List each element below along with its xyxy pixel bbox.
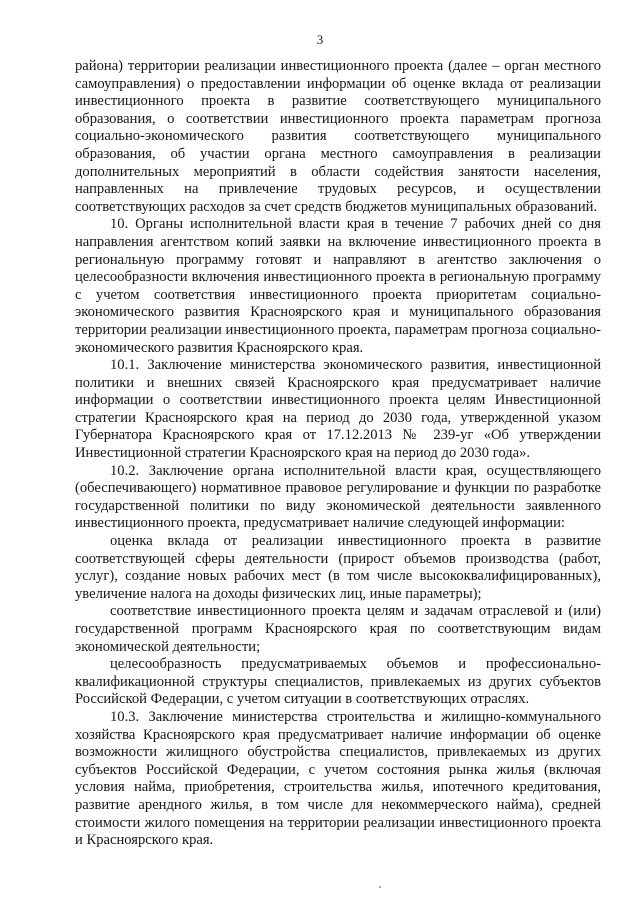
- paragraph-10: 10. Органы исполнительной власти края в течение 7 рабочих дней со дня направления агентством копий заявки на включение инвестиционного проекта в региональную программу готовят и направляют в агентство заключения о целесообразности включения инвестиционного проекта в региональную программу с учетом соответствия инвестиционного проекта приоритетам социально-экономического развития Красноярского края и муниципального образования территории реализации инвестиционного проекта, параметрам прогноза социально-экономического развития Красноярского края.: [75, 216, 601, 356]
- page-number: 3: [316, 32, 324, 47]
- paragraph-10-3: 10.3. Заключение министерства строительства и жилищно-коммунального хозяйства Красноярского края предусматривает наличие информации об оценке возможности жилищного обустройства специалистов, привлекаемых из других субъектов Российской Федерации, с учетом состояния рынка жилья (включая условия найма, приобретения, строительства жилья, ипотечного кредитования, развитие арендного жилья, в том числе для некоммерческого найма), средней стоимости жилого помещения на территории реализации инвестиционного проекта и Красноярского края.: [75, 708, 601, 849]
- paragraph-continuation: района) территории реализации инвестиционного проекта (далее – орган местного самоуправления) о предоставлении информации об оценке вклада от реализации инвестиционного проекта в развитие соответствующего муниципального образования, о соответствии инвестиционного проекта параметрам прогноза социально-экономического развития соответствующего муниципального образования, об участии органа местного самоуправления в реализации дополнительных мероприятий в области содействия занятости населения, направленных на привлечение трудовых ресурсов, и осуществлении соответствующих расходов за счет средств бюджетов муниципальных образований.: [75, 58, 601, 215]
- paragraph-10-2: 10.2. Заключение органа исполнительной власти края, осуществляющего (обеспечивающего) нормативное правовое регулирование и функции по разработке государственной политики по виду экономической деятельности заявленного инвестиционного проекта, предусматривает наличие следующей информации:: [75, 462, 601, 532]
- scan-artifact-dot: [379, 886, 381, 888]
- paragraph-10-2-item-2: соответствие инвестиционного проекта целям и задачам отраслевой и (или) государственной программ Красноярского края по соответствующим видам экономической деятельности;: [75, 603, 601, 655]
- paragraph-10-2-item-1: оценка вклада от реализации инвестиционного проекта в развитие соответствующей сферы деятельности (прирост объемов производства (работ, услуг), создание новых рабочих мест (в том числе высококвалифицированных), увеличение налога на доходы физических лиц, иные параметры);: [75, 533, 601, 602]
- paragraph-10-1: 10.1. Заключение министерства экономического развития, инвестиционной политики и внешних связей Красноярского края предусматривает наличие информации о соответствии инвестиционного проекта целям Инвестиционной стратегии Красноярского края на период до 2030 года, утвержденной указом Губернатора Красноярского края от 17.12.2013 № 239-уг «Об утверждении Инвестиционной стратегии Красноярского края на период до 2030 года».: [75, 357, 601, 462]
- paragraph-10-2-item-3: целесообразность предусматриваемых объемов и профессионально-квалификационной структуры специалистов, привлекаемых из других субъектов Российской Федерации, с учетом ситуации в соответствующих отраслях.: [75, 656, 601, 708]
- document-body: [75, 58, 601, 850]
